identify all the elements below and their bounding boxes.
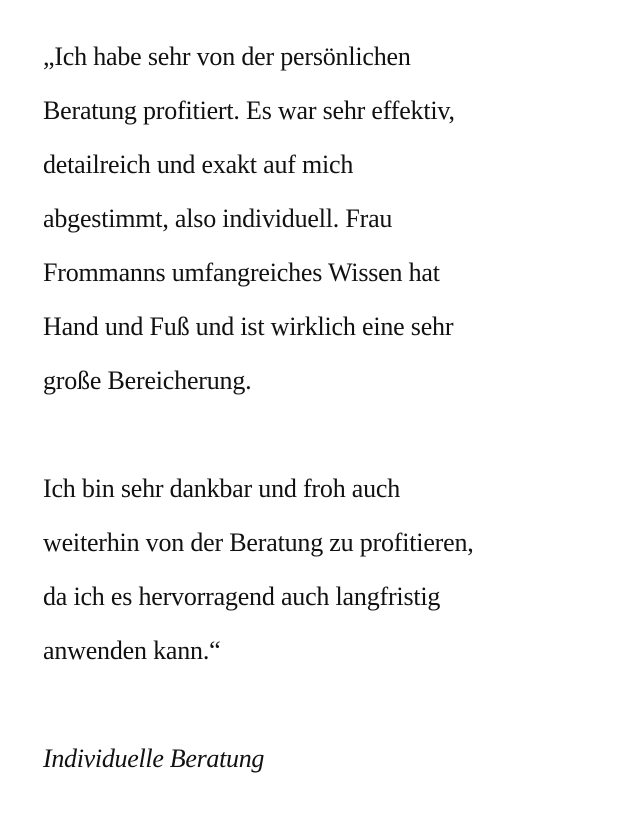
quote-line: detailreich und exakt auf mich xyxy=(43,150,354,179)
quote-paragraph-2 xyxy=(43,462,603,678)
quote-line: anwenden kann.“ xyxy=(43,636,221,665)
quote-line: Beratung profitiert. Es war sehr effektiv, xyxy=(43,96,455,125)
testimonial-attribution: Individuelle Beratung xyxy=(43,744,265,773)
quote-line: Frommanns umfangreiches Wissen hat xyxy=(43,258,440,287)
quote-line: große Bereicherung. xyxy=(43,366,252,395)
quote-line: weiterhin von der Beratung zu profitieren, xyxy=(43,528,474,557)
quote-line: Ich bin sehr dankbar und froh auch xyxy=(43,474,401,503)
paragraph-spacer xyxy=(43,408,603,462)
quote-line: Hand und Fuß und ist wirklich eine sehr xyxy=(43,312,454,341)
testimonial-block xyxy=(43,30,603,786)
quote-paragraph-1 xyxy=(43,30,603,408)
quote-line: da ich es hervorragend auch langfristig xyxy=(43,582,441,611)
quote-line: abgestimmt, also individuell. Frau xyxy=(43,204,393,233)
quote-line: „Ich habe sehr von der persönlichen xyxy=(43,42,411,71)
